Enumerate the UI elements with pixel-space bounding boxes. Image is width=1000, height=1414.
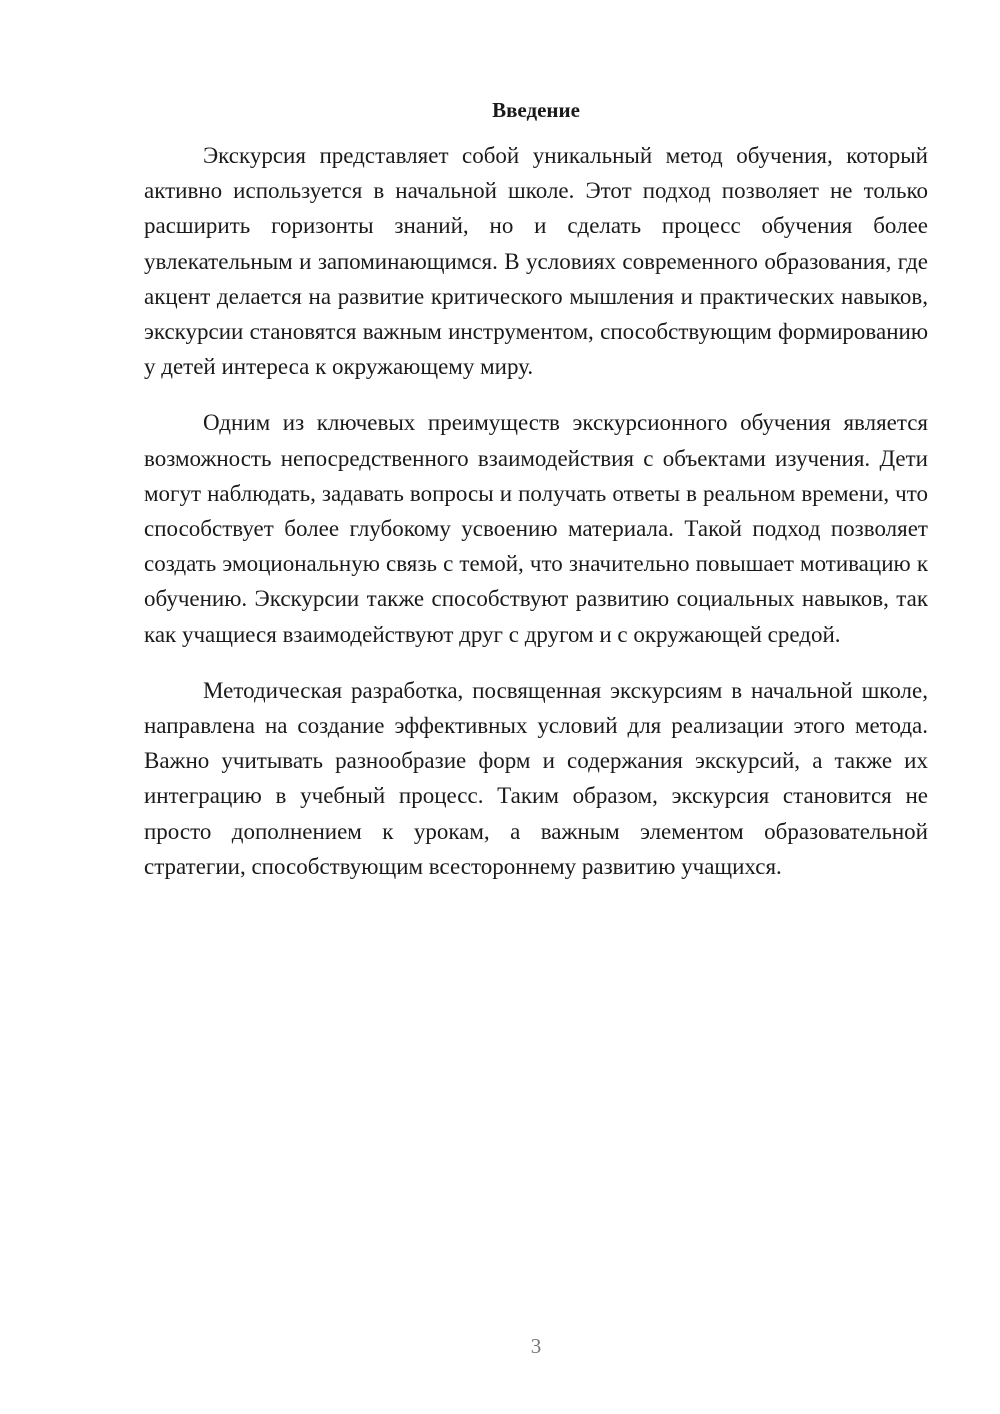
paragraph-2: Одним из ключевых преимуществ экскурсионного обучения является возможность непосредственного взаимодействия с объектами изучения. Дети могут наблюдать, задавать вопросы и получать ответы в реальном времени, что способствует более глубокому усвоению материала. Такой подход позволяет создать эмоциональную связь с темой, что значительно повышает мотивацию к обучению. Экскурсии также способствуют развитию социальных навыков, так как учащиеся взаимодействуют друг с другом и с окружающей средой. [144,410,928,647]
section-heading: Введение [492,98,580,122]
page-number: 3 [530,1334,542,1358]
paragraph-3: Методическая разработка, посвященная экскурсиям в начальной школе, направлена на создание эффективных условий для реализации этого метода. Важно учитывать разнообразие форм и содержания экскурсий, а также их интеграцию в учебный процесс. Таким образом, экскурсия становится не просто дополнением к урокам, а важным элементом образовательной стратегии, способствующим всестороннему развитию учащихся. [144,677,928,879]
paragraph-1: Экскурсия представляет собой уникальный метод обучения, который активно используется в начальной школе. Этот подход позволяет не только расширить горизонты знаний, но и сделать процесс обучения более увлекательным и запоминающимся. В условиях современного образования, где акцент делается на развитие критического мышления и практических навыков, экскурсии становятся важным инструментом, способствующим формированию у детей интереса к окружающему миру. [144,143,928,380]
page-content [144,93,928,905]
